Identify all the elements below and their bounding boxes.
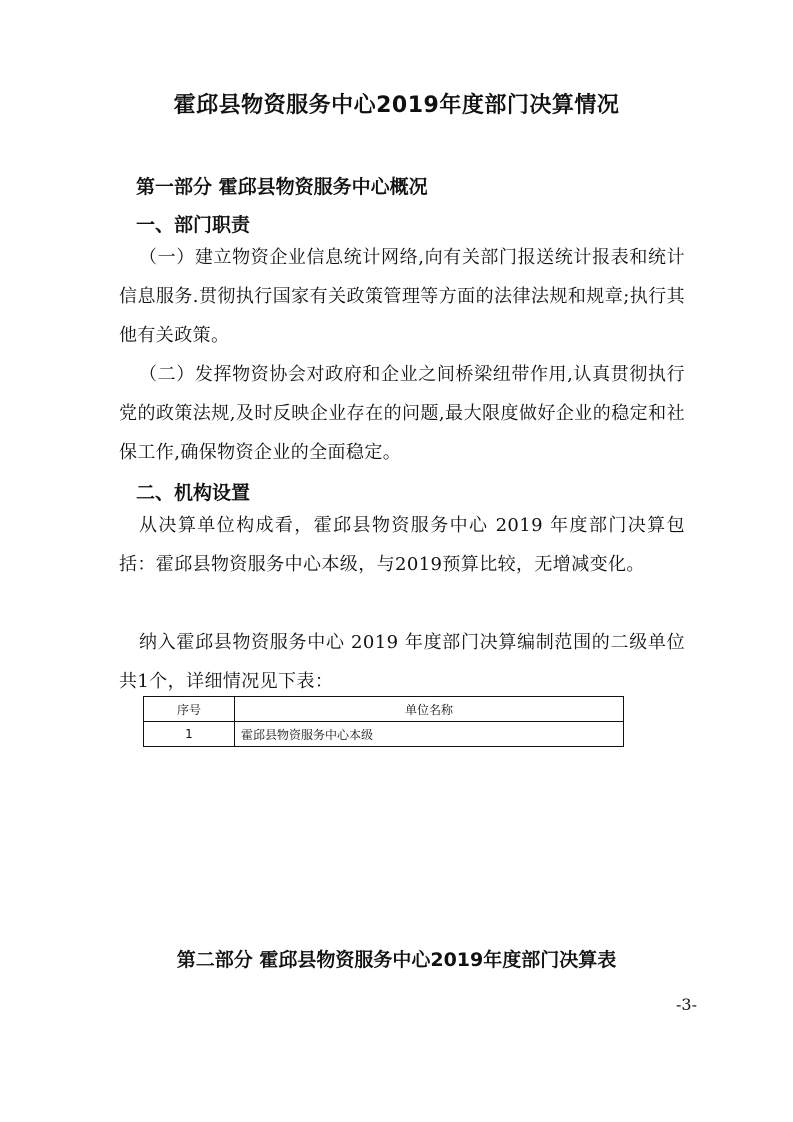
section-one-heading: 一、部门职责 (136, 214, 251, 236)
org-paragraph-2: 纳入霍邱县物资服务中心 2019 年度部门决算编制范围的二级单位共1个，详细情况见下表： (119, 632, 685, 692)
part-one-heading: 第一部分 霍邱县物资服务中心概况 (136, 176, 428, 198)
unit-table (143, 696, 624, 747)
duty-paragraph-2: （二）发挥物资协会对政府和企业之间桥梁纽带作用,认真贯彻执行党的政策法规,及时反映企业存在的问题,最大限度做好企业的稳定和社保工作,确保物资企业的全面稳定。 (119, 364, 685, 463)
table-cell-seq: 1 (144, 722, 235, 747)
org-paragraph-1: 从决算单位构成看，霍邱县物资服务中心 2019 年度部门决算包括：霍邱县物资服务中心本级，与2019预算比较，无增减变化。 (119, 515, 685, 575)
part-two-heading: 第二部分 霍邱县物资服务中心2019年度部门决算表 (176, 949, 617, 971)
table-cell-unit-name: 霍邱县物资服务中心本级 (235, 722, 624, 747)
table-row (144, 722, 624, 747)
table-header-unit-name: 单位名称 (235, 697, 624, 722)
document-title: 霍邱县物资服务中心2019年度部门决算情况 (173, 93, 620, 118)
section-two-heading: 二、机构设置 (136, 482, 251, 504)
table-header-row (144, 697, 624, 722)
table-header-seq: 序号 (144, 697, 235, 722)
duty-paragraph-1: （一）建立物资企业信息统计网络,向有关部门报送统计报表和统计信息服务.贯彻执行国家有关政策管理等方面的法律法规和规章;执行其他有关政策。 (119, 247, 685, 346)
page-number: -3- (676, 995, 697, 1014)
